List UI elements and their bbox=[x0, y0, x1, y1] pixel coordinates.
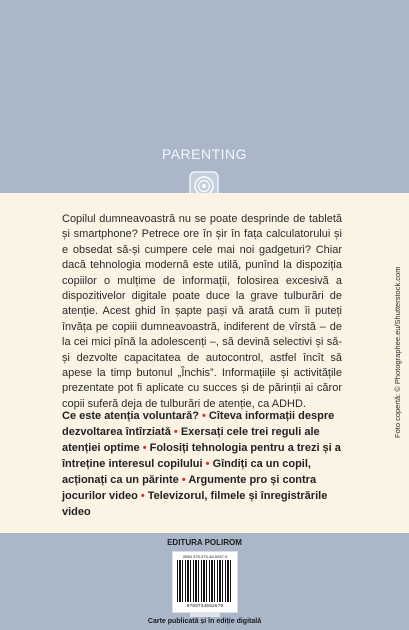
barcode-number: 9789734652679 bbox=[186, 603, 224, 608]
barcode-bars bbox=[177, 560, 233, 602]
isbn-text: ISBN 978-973-46-5267-9 bbox=[182, 554, 228, 559]
bullet-separator: • bbox=[140, 490, 145, 502]
topics-list bbox=[62, 408, 342, 520]
topic-item: Gîndiți ca un copil, acționați ca un părinte bbox=[62, 458, 311, 486]
topic-item: Cîteva informații despre dezvoltarea întîrziată bbox=[62, 410, 335, 438]
topic-item: Exersați cele trei reguli ale atenției optime bbox=[62, 426, 320, 454]
barcode bbox=[172, 551, 238, 613]
topic-item: Argumente pro și contra jocurilor video bbox=[62, 474, 317, 502]
description-paragraph: Copilul dumneavoastră nu se poate desprinde de tabletă și smartphone? Petrece ore în șir în fața calculatorului și e obsedat să-și cumpere cele mai noi gadgeturi? Chiar dacă tehnologia modernă este utilă, punînd la dispoziția copiilor o mulțime de informații, folosirea excesivă a dispozitivelor digitale poate duce la grave tulburări de atenție. Acest ghid în șapte pași vă arată cum îi puteți învăța pe copiii dumneavoastră, indiferent de vîrstă – de la cei mici pînă la adolescenți –, să devină selectivi și să-și dezvolte capacitatea de autocontrol, astfel încît să apese la timp butonul „Închis”. Informațiile și activitățile prezentate pot fi aplicate cu succes și de părinții ai căror copii suferă deja de tulburări de atenție, ca ADHD. bbox=[62, 213, 342, 410]
topic-item: Ce este atenția voluntară? bbox=[62, 410, 199, 422]
bullet-separator: • bbox=[181, 474, 186, 486]
topic-item: Televizorul, filmele și înregistrările video bbox=[62, 490, 328, 518]
digital-edition-note: Carte publicată și în ediție digitală bbox=[147, 618, 262, 625]
secondary-barcode bbox=[190, 612, 220, 617]
bullet-separator: • bbox=[173, 426, 178, 438]
publisher-name: EDITURA POLIROM bbox=[167, 538, 242, 547]
bullet-separator: • bbox=[142, 442, 147, 454]
topic-item: Folosiți tehnologia pentru a trezi și a întreține interesul copilului bbox=[62, 442, 341, 470]
bullet-separator: • bbox=[202, 410, 206, 422]
bullet-separator: • bbox=[205, 458, 210, 470]
top-band bbox=[0, 0, 409, 193]
photo-credit: Foto copertă: © Photographee.eu/Shutterstock.com bbox=[393, 266, 402, 438]
series-title: PARENTING bbox=[161, 146, 248, 162]
